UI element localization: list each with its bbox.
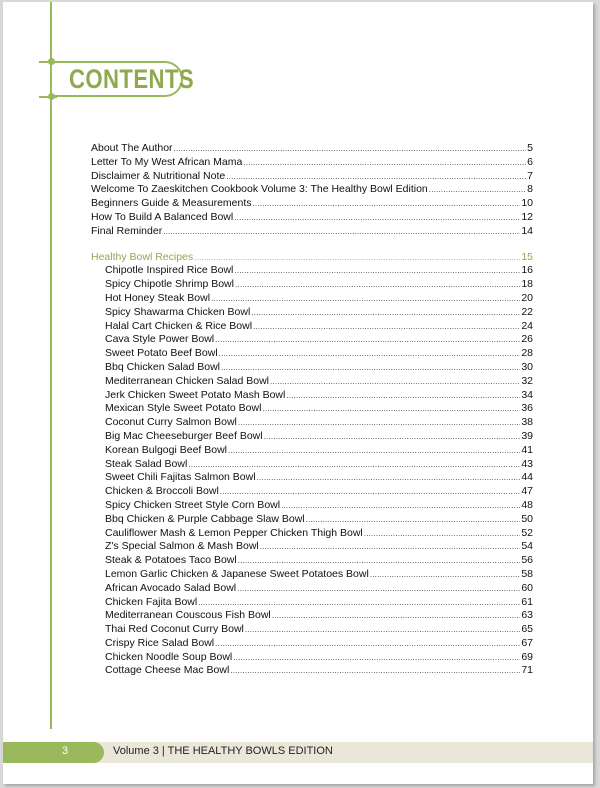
leader-dots <box>230 664 520 678</box>
toc-entry-page: 69 <box>521 650 533 663</box>
toc-entry-label: Hot Honey Steak Bowl <box>105 291 211 304</box>
leader-dots <box>234 211 520 225</box>
toc-entry-label: Mediterranean Chicken Salad Bowl <box>105 374 270 387</box>
leader-dots <box>219 347 521 361</box>
leader-dots <box>211 292 520 306</box>
toc-entry-label: Korean Bulgogi Beef Bowl <box>105 443 227 456</box>
toc-entry[interactable] <box>91 389 533 403</box>
intro-entries <box>91 142 533 239</box>
leader-dots <box>262 402 520 416</box>
toc-entry-label: Spicy Chipotle Shrimp Bowl <box>105 278 234 291</box>
toc-entry-label: Spicy Shawarma Chicken Bowl <box>105 305 251 318</box>
toc-entry[interactable] <box>91 458 533 472</box>
leader-dots <box>226 170 526 184</box>
toc-entry-label: Welcome To Zaeskitchen Cookbook Volume 3: The Healthy Bowl Edition <box>91 183 428 196</box>
toc-entry[interactable] <box>91 361 533 375</box>
toc-entry-page: 26 <box>521 333 533 346</box>
toc-entry[interactable] <box>91 664 533 678</box>
toc-entry-label: How To Build A Balanced Bowl <box>91 210 234 223</box>
table-of-contents <box>91 142 533 678</box>
decorative-vertical-line <box>50 2 52 729</box>
toc-entry-page: 22 <box>521 305 533 318</box>
toc-entry[interactable] <box>91 142 533 156</box>
section-label: Healthy Bowl Recipes <box>91 250 194 263</box>
toc-entry[interactable] <box>91 471 533 485</box>
toc-entry-page: 32 <box>521 374 533 387</box>
toc-entry-page: 30 <box>521 360 533 373</box>
footer-page-number: 3 <box>62 745 69 757</box>
toc-entry-label: Lemon Garlic Chicken & Japanese Sweet Potatoes Bowl <box>105 567 369 580</box>
toc-entry-label: Coconut Curry Salmon Bowl <box>105 416 237 429</box>
toc-entry-label: Steak Salad Bowl <box>105 457 188 470</box>
toc-entry-label: Chicken Noodle Soup Bowl <box>105 650 233 663</box>
leader-dots <box>286 389 520 403</box>
toc-entry[interactable] <box>91 170 533 184</box>
leader-dots <box>370 568 521 582</box>
toc-entry-page: 16 <box>521 264 533 277</box>
toc-entry[interactable] <box>91 637 533 651</box>
leader-dots <box>235 278 520 292</box>
leader-dots <box>194 251 520 265</box>
toc-entry-label: About The Author <box>91 142 173 154</box>
leader-dots <box>253 197 521 211</box>
toc-entry-label: Chicken & Broccoli Bowl <box>105 485 219 498</box>
toc-entry[interactable] <box>91 402 533 416</box>
leader-dots <box>251 306 520 320</box>
leader-dots <box>264 430 521 444</box>
leader-dots <box>238 416 520 430</box>
document-page <box>3 2 593 784</box>
toc-entry-page: 5 <box>527 142 533 154</box>
toc-entry-page: 47 <box>521 485 533 498</box>
toc-entry-label: Thai Red Coconut Curry Bowl <box>105 623 244 636</box>
toc-entry-label: Disclaimer & Nutritional Note <box>91 169 226 182</box>
leader-dots <box>260 540 521 554</box>
toc-entry[interactable] <box>91 197 533 211</box>
toc-entry-label: Z's Special Salmon & Mash Bowl <box>105 540 259 553</box>
toc-entry[interactable] <box>91 623 533 637</box>
toc-entry[interactable] <box>91 375 533 389</box>
toc-entry[interactable] <box>91 278 533 292</box>
toc-entry-page: 18 <box>521 278 533 291</box>
toc-entry-label: Big Mac Cheeseburger Beef Bowl <box>105 429 263 442</box>
toc-entry[interactable] <box>91 333 533 347</box>
toc-entry-page: 34 <box>521 388 533 401</box>
toc-entry[interactable] <box>91 651 533 665</box>
leader-dots <box>243 156 526 170</box>
toc-entry-label: Sweet Potato Beef Bowl <box>105 347 218 360</box>
toc-entry[interactable] <box>91 430 533 444</box>
footer-title: Volume 3 | THE HEALTHY BOWLS EDITION <box>113 745 333 757</box>
toc-entry[interactable] <box>91 485 533 499</box>
toc-entry[interactable] <box>91 264 533 278</box>
toc-entry-page: 52 <box>521 526 533 539</box>
leader-dots <box>238 554 521 568</box>
leader-dots <box>429 183 526 197</box>
toc-entry-label: Sweet Chili Fajitas Salmon Bowl <box>105 471 256 484</box>
toc-entry-page: 39 <box>521 429 533 442</box>
toc-entry-page: 41 <box>521 443 533 456</box>
leader-dots <box>215 333 520 347</box>
toc-entry-label: Bbq Chicken & Purple Cabbage Slaw Bowl <box>105 512 305 525</box>
leader-dots <box>215 637 520 651</box>
leader-dots <box>364 527 521 541</box>
toc-entry-label: Cottage Cheese Mac Bowl <box>105 664 230 677</box>
toc-entry[interactable] <box>91 183 533 197</box>
toc-section-heading[interactable] <box>91 251 533 265</box>
toc-entry[interactable] <box>91 527 533 541</box>
toc-entry-page: 61 <box>521 595 533 608</box>
toc-entry-page: 36 <box>521 402 533 415</box>
toc-entry-page: 24 <box>521 319 533 332</box>
footer-page-tab <box>3 742 104 763</box>
toc-entry-page: 12 <box>521 210 533 223</box>
leader-dots <box>281 499 520 513</box>
toc-entry-page: 63 <box>521 609 533 622</box>
toc-entry-label: Chicken Fajita Bowl <box>105 595 198 608</box>
toc-entry[interactable] <box>91 320 533 334</box>
leader-dots <box>270 375 520 389</box>
toc-entry[interactable] <box>91 156 533 170</box>
leader-dots <box>306 513 521 527</box>
leader-dots <box>245 623 520 637</box>
leader-dots <box>233 651 520 665</box>
leader-dots <box>257 471 521 485</box>
leader-dots <box>253 320 520 334</box>
toc-entry-page: 67 <box>521 636 533 649</box>
toc-entry-label: Spicy Chicken Street Style Corn Bowl <box>105 498 281 511</box>
leader-dots <box>234 264 520 278</box>
toc-entry-page: 7 <box>527 169 533 182</box>
toc-entry-label: African Avocado Salad Bowl <box>105 581 237 594</box>
leader-dots <box>228 444 520 458</box>
toc-entry-page: 44 <box>521 471 533 484</box>
toc-entry-page: 38 <box>521 416 533 429</box>
toc-entry-page: 8 <box>527 183 533 196</box>
leader-dots <box>221 361 520 375</box>
toc-entry-page: 56 <box>521 554 533 567</box>
toc-entry-label: Mexican Style Sweet Potato Bowl <box>105 402 262 415</box>
toc-entry-page: 50 <box>521 512 533 525</box>
leader-dots <box>198 596 520 610</box>
toc-entry[interactable] <box>91 306 533 320</box>
toc-entry-page: 71 <box>521 664 533 677</box>
toc-entry[interactable] <box>91 347 533 361</box>
toc-entry[interactable] <box>91 596 533 610</box>
toc-entry-label: Beginners Guide & Measurements <box>91 197 252 210</box>
toc-entry-page: 65 <box>521 623 533 636</box>
toc-entry[interactable] <box>91 568 533 582</box>
toc-entry-label: Cauliflower Mash & Lemon Pepper Chicken Thigh Bowl <box>105 526 363 539</box>
toc-entry[interactable] <box>91 554 533 568</box>
toc-entry[interactable] <box>91 499 533 513</box>
toc-entry-page: 28 <box>521 347 533 360</box>
toc-entry-page: 48 <box>521 498 533 511</box>
toc-entry[interactable] <box>91 225 533 239</box>
footer-band <box>3 742 593 763</box>
section-page: 15 <box>521 250 533 263</box>
toc-entry-page: 10 <box>521 197 533 210</box>
toc-entry[interactable] <box>91 211 533 225</box>
toc-entry-page: 58 <box>521 567 533 580</box>
leader-dots <box>188 458 520 472</box>
leader-dots <box>237 582 520 596</box>
leader-dots <box>163 225 520 239</box>
toc-entry[interactable] <box>91 292 533 306</box>
toc-entry[interactable] <box>91 444 533 458</box>
leader-dots <box>174 142 527 156</box>
toc-entry[interactable] <box>91 609 533 623</box>
toc-entry[interactable] <box>91 582 533 596</box>
toc-entry-label: Halal Cart Chicken & Rice Bowl <box>105 319 253 332</box>
toc-entry-page: 54 <box>521 540 533 553</box>
page-title: CONTENTS <box>69 64 195 94</box>
toc-entry-label: Bbq Chicken Salad Bowl <box>105 360 220 373</box>
recipe-entries <box>91 264 533 678</box>
toc-entry-label: Crispy Rice Salad Bowl <box>105 636 215 649</box>
toc-entry-page: 20 <box>521 291 533 304</box>
toc-entry-page: 43 <box>521 457 533 470</box>
toc-entry-label: Final Reminder <box>91 224 163 237</box>
toc-entry-page: 14 <box>521 224 533 237</box>
toc-entry-label: Steak & Potatoes Taco Bowl <box>105 554 237 567</box>
toc-entry[interactable] <box>91 513 533 527</box>
toc-entry[interactable] <box>91 416 533 430</box>
toc-entry-label: Cava Style Power Bowl <box>105 333 215 346</box>
toc-entry-label: Jerk Chicken Sweet Potato Mash Bowl <box>105 388 286 401</box>
leader-dots <box>272 609 521 623</box>
toc-entry-label: Mediterranean Couscous Fish Bowl <box>105 609 271 622</box>
toc-entry-label: Letter To My West African Mama <box>91 155 243 168</box>
leader-dots <box>220 485 521 499</box>
toc-entry[interactable] <box>91 540 533 554</box>
toc-entry-label: Chipotle Inspired Rice Bowl <box>105 264 234 277</box>
toc-entry-page: 6 <box>527 155 533 168</box>
toc-entry-page: 60 <box>521 581 533 594</box>
